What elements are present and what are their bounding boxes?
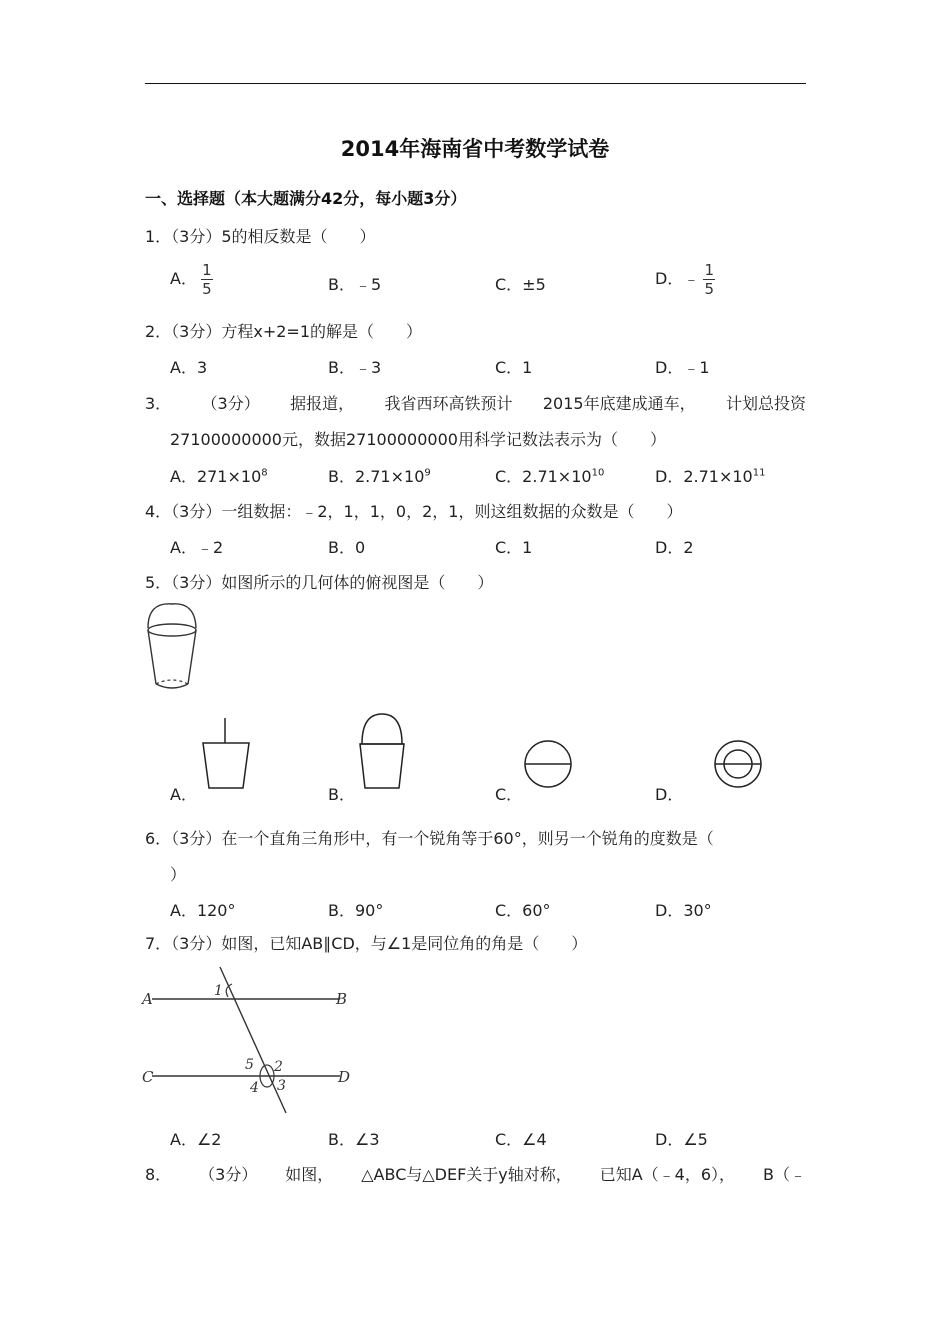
base: A．271×10 [170,467,262,486]
parallel-lines-figure [138,964,358,1116]
label-c: C [142,1068,154,1086]
option-label: D．﹣ [655,269,700,288]
question-5-option-d: D． [655,785,684,804]
question-3-option-d [655,464,765,487]
label-d: D [338,1068,351,1086]
angle-5-label: 5 [245,1057,254,1073]
numerator: 1 [704,261,715,279]
denominator: 5 [704,280,715,298]
question-1-option-c: C．±5 [495,275,546,294]
stem-part: 我省西环高铁预计 [384,394,513,413]
option-label: A． [170,269,197,288]
angle-3-label: 3 [277,1078,286,1094]
question-4-option-c: C．1 [495,538,533,557]
question-5-option-b: B． [328,785,355,804]
base: D．2.71×10 [655,467,753,486]
angle-4-label: 4 [250,1080,259,1096]
question-7-option-c: C．∠4 [495,1130,547,1149]
section-heading: 一、选择题（本大题满分42分，每小题3分） [145,189,467,208]
question-4-stem: 4．（3分）一组数据：﹣2，1，1，0，2，1，则这组数据的众数是（ ） [145,502,683,521]
question-6-option-b: B．90° [328,901,384,920]
stem-part: 如图， [285,1165,334,1184]
fraction [201,262,213,297]
stem-part: 据报道， [290,394,355,413]
exponent: 10 [591,467,605,479]
question-1-option-d [655,262,715,297]
stem-part: 8． [145,1165,172,1184]
question-6-option-a: A．120° [170,901,236,920]
angle-2-label: 2 [274,1059,283,1075]
header-rule [145,83,806,84]
question-1-option-a [170,262,213,297]
question-3-option-b [328,464,431,487]
question-3-stem-continued: 27100000000元，数据27100000000用科学记数法表示为（ ） [170,430,666,449]
option-b-figure [352,710,412,792]
question-3-stem [145,391,806,414]
question-1-option-b: B．﹣5 [328,275,382,294]
angle-1-label: 1 [214,983,223,999]
stem-part: B（﹣ [763,1165,806,1184]
exponent: 9 [424,467,431,479]
option-a-figure [196,712,256,792]
stem-part: （3分） [199,1165,258,1184]
question-5-option-c: C． [495,785,523,804]
stem-part: 2015年底建成通车， [542,394,696,413]
page-title: 2014年海南省中考数学试卷 [340,137,610,161]
question-2-option-a: A．3 [170,358,208,377]
question-5-option-a: A． [170,785,197,804]
question-5-stem: 5．（3分）如图所示的几何体的俯视图是（ ） [145,573,494,592]
question-3-option-a [170,464,268,487]
fraction [703,262,715,297]
numerator: 1 [202,261,212,279]
stem-part: 3． [145,394,172,413]
question-3-option-c [495,464,604,487]
exponent: 11 [752,467,766,479]
question-2-option-b: B．﹣3 [328,358,382,377]
exponent: 8 [261,467,268,479]
option-d-figure [712,738,764,790]
stem-part: （3分） [201,394,260,413]
question-7-option-d: D．∠5 [655,1130,708,1149]
stem-part: △ABC与△DEF关于y轴对称， [361,1165,572,1184]
label-b: B [336,990,348,1008]
stem-part: 已知A（﹣4，6）， [599,1165,736,1184]
question-4-option-d: D．2 [655,538,694,557]
question-1-stem: 1．（3分）5的相反数是（ ） [145,227,376,246]
question-7-option-b: B．∠3 [328,1130,380,1149]
label-a: A [142,990,153,1008]
question-7-stem: 7．（3分）如图，已知AB∥CD，与∠1是同位角的角是（ ） [145,934,588,953]
question-2-stem: 2．（3分）方程x+2=1的解是（ ） [145,322,423,341]
question-6-stem: 6．（3分）在一个直角三角形中，有一个锐角等于60°，则另一个锐角的度数是（ [145,829,714,848]
option-c-figure [522,738,574,790]
question-8-stem [145,1162,806,1185]
question-6-option-d: D．30° [655,901,712,920]
question-4-option-b: B．0 [328,538,366,557]
question-6-stem-continued: ） [170,865,187,884]
denominator: 5 [202,280,212,298]
question-2-option-d: D．﹣1 [655,358,710,377]
base: B．2.71×10 [328,467,425,486]
question-7-option-a: A．∠2 [170,1130,222,1149]
base: C．2.71×10 [495,467,592,486]
bucket-figure [140,600,202,692]
question-4-option-a: A．﹣2 [170,538,224,557]
question-6-option-c: C．60° [495,901,551,920]
question-2-option-c: C．1 [495,358,533,377]
stem-part: 计划总投资 [725,394,806,413]
